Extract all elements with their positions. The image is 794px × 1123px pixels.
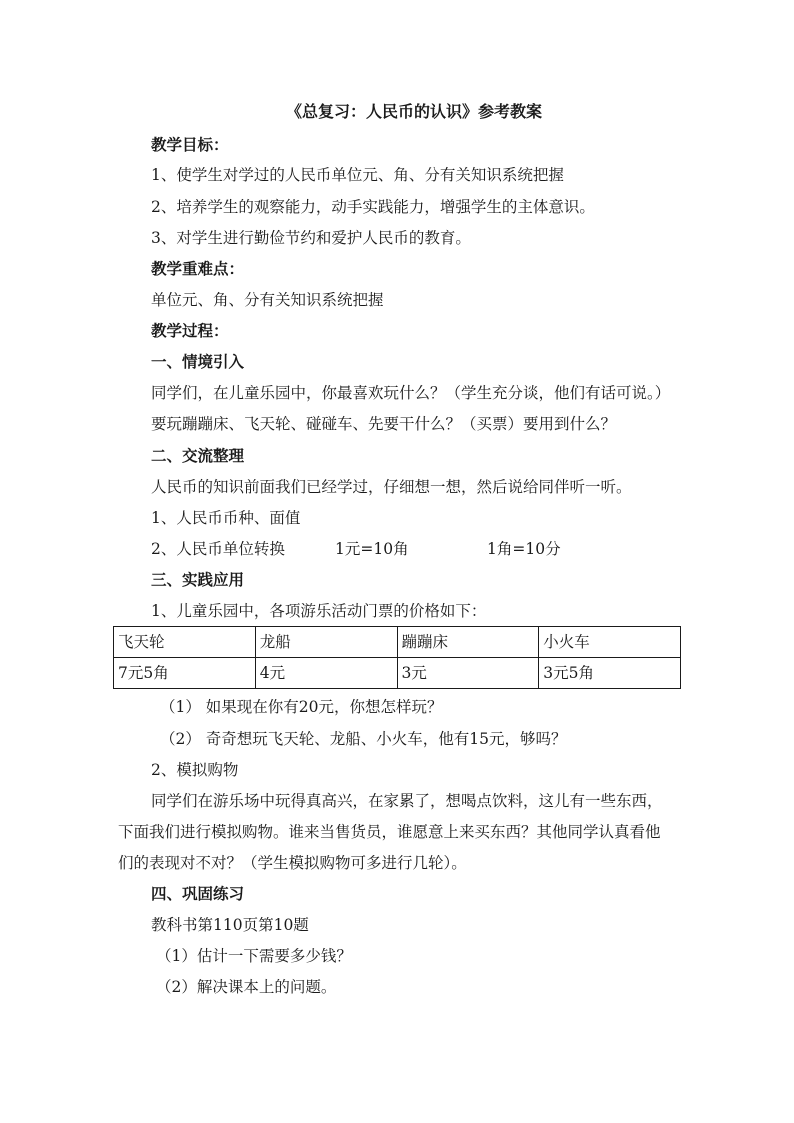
objective-item: 2、培养学生的观察能力，动手实践能力，增强学生的主体意识。 [151, 198, 595, 216]
key-points-heading: 教学重难点： [151, 260, 245, 278]
exercise-item: （1）估计一下需要多少钱？ [156, 947, 352, 965]
process-heading: 教学过程： [151, 322, 229, 340]
table-cell: 4元 [255, 658, 397, 689]
table-header-row [114, 627, 681, 658]
section3-intro: 1、儿童乐园中，各项游乐活动门票的价格如下： [151, 602, 487, 620]
paragraph-line: 下面我们进行模拟购物。谁来当售货员，谁愿意上来买东西？其他同学认真看他 [118, 823, 661, 841]
section1-heading: 一、情境引入 [151, 353, 245, 371]
objectives-heading: 教学目标： [151, 136, 229, 154]
paragraph-line: 同学们在游乐场中玩得真高兴，在家累了，想喝点饮料，这儿有一些东西， [151, 792, 663, 810]
table-cell: 蹦蹦床 [397, 627, 539, 658]
objective-item: 1、使学生对学过的人民币单位元、角、分有关知识系统把握 [151, 166, 564, 184]
document-title: 《总复习：人民币的认识》参考教案 [286, 102, 543, 121]
section1-line: 要玩蹦蹦床、飞天轮、碰碰车、先要干什么？（买票）要用到什么？ [151, 415, 617, 433]
table-cell: 7元5角 [114, 658, 256, 689]
ticket-price-table [113, 626, 681, 689]
question-item: （1） 如果现在你有20元，你想怎样玩？ [160, 698, 443, 716]
section3-heading: 三、实践应用 [151, 571, 245, 589]
conversion-yuan-jiao: 1元=10角 [335, 540, 409, 558]
section2-intro: 人民币的知识前面我们已经学过，仔细想一想，然后说给同伴听一听。 [151, 478, 632, 496]
table-cell: 3元5角 [539, 658, 681, 689]
key-points-text: 单位元、角、分有关知识系统把握 [151, 291, 384, 309]
section3-item2: 2、模拟购物 [151, 761, 239, 779]
section1-line: 同学们，在儿童乐园中，你最喜欢玩什么？（学生充分谈，他们有话可说。） [151, 384, 671, 402]
exercise-item: （2）解决课本上的问题。 [156, 978, 337, 996]
section2-item2-label: 2、人民币单位转换 [151, 540, 285, 558]
conversion-jiao-fen: 1角=10分 [487, 540, 561, 558]
section4-heading: 四、巩固练习 [151, 885, 245, 903]
paragraph-line: 们的表现对不对？（学生模拟购物可多进行几轮）。 [118, 854, 467, 872]
table-cell: 3元 [397, 658, 539, 689]
table-row [114, 658, 681, 689]
section2-item1: 1、人民币币种、面值 [151, 509, 301, 527]
table-cell: 小火车 [539, 627, 681, 658]
table-cell: 龙船 [255, 627, 397, 658]
table-cell: 飞天轮 [114, 627, 256, 658]
section4-source: 教科书第110页第10题 [151, 916, 309, 934]
section2-heading: 二、交流整理 [151, 447, 245, 465]
objective-item: 3、对学生进行勤俭节约和爱护人民币的教育。 [151, 229, 471, 247]
question-item: （2） 奇奇想玩飞天轮、龙船、小火车，他有15元，够吗？ [160, 730, 567, 748]
